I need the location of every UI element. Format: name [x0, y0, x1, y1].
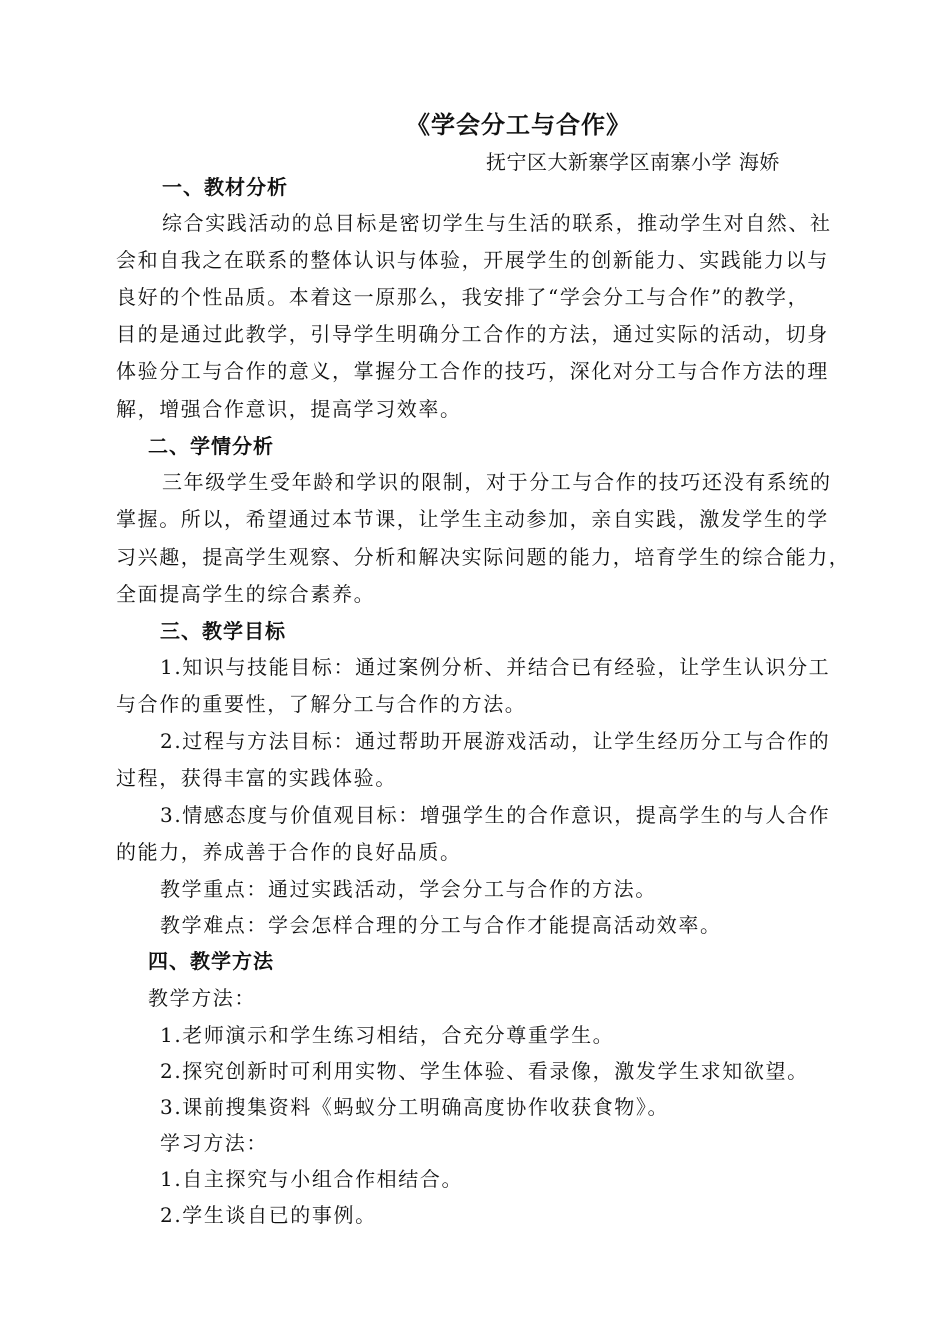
section-heading: 三、教学目标 [160, 619, 286, 643]
paragraph-line: 2.过程与方法目标：通过帮助开展游戏活动，让学生经历分工与合作的 [160, 729, 831, 753]
paragraph-line: 过程，获得丰富的实践体验。 [116, 766, 397, 790]
document-title: 《学会分工与合作》 [406, 110, 631, 139]
paragraph-line: 教学难点：学会怎样合理的分工与合作才能提高活动效率。 [160, 913, 722, 937]
section-heading: 一、教材分析 [162, 175, 288, 199]
paragraph-line: 全面提高学生的综合素养。 [116, 582, 376, 606]
paragraph-line: 学习方法： [160, 1131, 268, 1155]
paragraph-line: 3.课前搜集资料《蚂蚁分工明确高度协作收获食物》。 [160, 1095, 670, 1119]
section-heading: 四、教学方法 [148, 949, 274, 973]
paragraph-line: 1.知识与技能目标：通过案例分析、并结合已有经验，让学生认识分工 [160, 655, 831, 679]
paragraph-line: 教学重点：通过实践活动，学会分工与合作的方法。 [160, 877, 657, 901]
paragraph-line: 掌握。所以，希望通过本节课，让学生主动参加，亲自实践，激发学生的学 [116, 507, 829, 531]
paragraph-line: 3.情感态度与价值观目标：增强学生的合作意识，提高学生的与人合作 [160, 803, 831, 827]
paragraph-line: 综合实践活动的总目标是密切学生与生活的联系，推动学生对自然、社 [162, 211, 832, 235]
paragraph-line: 习兴趣，提高学生观察、分析和解决实际问题的能力，培育学生的综合能力， [116, 545, 851, 569]
paragraph-line: 1.自主探究与小组合作相结合。 [160, 1167, 464, 1191]
paragraph-line: 与合作的重要性，了解分工与合作的方法。 [116, 692, 527, 716]
paragraph-line: 目的是通过此教学，引导学生明确分工合作的方法，通过实际的活动，切身 [116, 322, 829, 346]
section-heading: 二、学情分析 [148, 434, 274, 458]
paragraph-line: 三年级学生受年龄和学识的限制，对于分工与合作的技巧还没有系统的 [162, 470, 832, 494]
paragraph-line: 2.探究创新时可利用实物、学生体验、看录像，激发学生求知欲望。 [160, 1059, 809, 1083]
paragraph-line: 的能力，养成善于合作的良好品质。 [116, 840, 462, 864]
paragraph-line: 2.学生谈自已的事例。 [160, 1203, 377, 1227]
paragraph-line: 教学方法： [148, 986, 256, 1010]
document-author: 抚宁区大新寨学区南寨小学 海娇 [486, 150, 780, 174]
paragraph-line: 体验分工与合作的意义，掌握分工合作的技巧，深化对分工与合作方法的理 [116, 359, 829, 383]
paragraph-line: 解，增强合作意识，提高学习效率。 [116, 397, 462, 421]
paragraph-line: 良好的个性品质。本着这一原那么，我安排了“学会分工与合作”的教学， [116, 285, 810, 309]
paragraph-line: 1.老师演示和学生练习相结，合充分尊重学生。 [160, 1023, 615, 1047]
paragraph-line: 会和自我之在联系的整体认识与体验，开展学生的创新能力、实践能力以与 [116, 248, 829, 272]
